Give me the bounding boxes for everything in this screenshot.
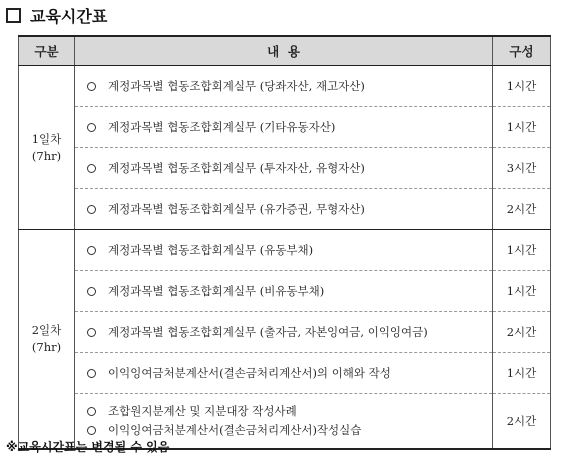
header-hours: 구성: [493, 36, 551, 66]
item-text: 계정과목별 협동조합회계실무 (기타유동자산): [108, 119, 336, 134]
circle-bullet-icon: [87, 287, 96, 296]
day-sub: (7hr): [31, 340, 62, 354]
content-cell: [75, 230, 493, 271]
day-cell: [19, 66, 75, 230]
item-text: 계정과목별 협동조합회계실무 (유동부채): [108, 242, 314, 257]
table-row: [19, 312, 551, 353]
table-row: [19, 66, 551, 107]
content-cell: [75, 148, 493, 189]
table-header-row: [19, 36, 551, 66]
header-group: 구분: [19, 36, 75, 66]
content-cell: [75, 312, 493, 353]
content-cell: [75, 271, 493, 312]
hours-cell: 1시간: [493, 271, 551, 312]
day-sub: (7hr): [31, 148, 62, 163]
hours-cell: 3시간: [493, 148, 551, 189]
footnote: ※교육시간표는 변경될 수 있음: [6, 440, 170, 454]
circle-bullet-icon: [87, 205, 96, 214]
hours-cell: 2시간: [493, 189, 551, 230]
day-label: 1일차: [31, 131, 62, 146]
hours-cell: 1시간: [493, 107, 551, 148]
hours-cell: 1시간: [493, 353, 551, 394]
content-cell: [75, 353, 493, 394]
item-text: 계정과목별 협동조합회계실무 (투자자산, 유형자산): [108, 160, 365, 175]
table-row: [19, 271, 551, 312]
circle-bullet-icon: [87, 369, 96, 378]
table-row: [19, 148, 551, 189]
day-label: 2일차: [31, 323, 62, 337]
item-text: 계정과목별 협동조합회계실무 (유가증권, 무형자산): [108, 201, 365, 216]
circle-bullet-icon: [87, 164, 96, 173]
item-text: 계정과목별 협동조합회계실무 (출자금, 자본잉여금, 이익잉여금): [108, 324, 428, 339]
section-title-text: 교육시간표: [30, 6, 108, 26]
circle-bullet-icon: [87, 328, 96, 337]
circle-bullet-icon: [87, 407, 96, 416]
circle-bullet-icon: [87, 246, 96, 255]
item-text: 이익잉여금처분계산서(결손금처리계산서)작성실습: [108, 423, 362, 437]
table-row: [19, 230, 551, 271]
hours-cell: 2시간: [493, 312, 551, 353]
table-row: [19, 189, 551, 230]
circle-bullet-icon: [87, 82, 96, 91]
table-row: [19, 353, 551, 394]
hours-cell: 1시간: [493, 230, 551, 271]
item-text: 계정과목별 협동조합회계실무 (당좌자산, 재고자산): [108, 78, 365, 93]
day-cell: [19, 230, 75, 450]
square-bullet-icon: [6, 8, 21, 23]
circle-bullet-icon: [87, 426, 96, 435]
content-cell: [75, 189, 493, 230]
content-cell: [75, 107, 493, 148]
schedule-table: [18, 35, 551, 450]
item-text: 조합원지분계산 및 지분대장 작성사례: [108, 404, 297, 418]
hours-cell: 1시간: [493, 66, 551, 107]
item-text: 계정과목별 협동조합회계실무 (비유동부채): [108, 283, 325, 298]
item-text: 이익잉여금처분계산서(결손금처리계산서)의 이해와 작성: [108, 365, 391, 380]
circle-bullet-icon: [87, 123, 96, 132]
content-cell: [75, 66, 493, 107]
hours-cell: 2시간: [493, 394, 551, 450]
section-title: [6, 4, 107, 26]
table-row: [19, 107, 551, 148]
header-content: 내 용: [75, 36, 493, 66]
